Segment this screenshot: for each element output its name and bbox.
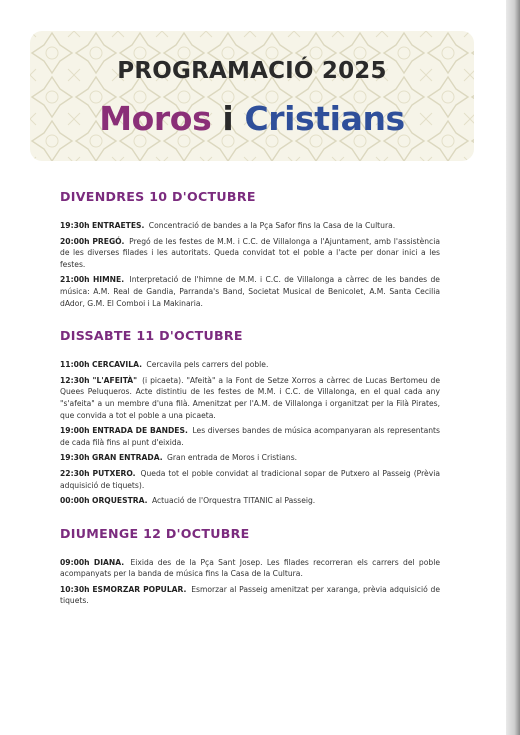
day-heading: DIUMENGE 12 D'OCTUBRE (60, 525, 250, 541)
entry-description: Queda tot el poble convidat al tradicional sopar de Putxero al Passeig (Prèvia adquisició de tiquets). (60, 468, 440, 490)
entry-name: DIANA. (93, 557, 125, 567)
entry-time: 10:30h (60, 584, 90, 594)
title-word-cristians: Cristians (244, 99, 405, 138)
entry-name: CERCAVILA. (92, 360, 142, 370)
header-banner (30, 31, 474, 161)
entry-name: PREGÓ. (92, 236, 125, 246)
entry-description: Actuació de l'Orquestra TITANIC al Passeig. (151, 496, 316, 506)
section-spacer (60, 511, 440, 525)
entry-name: ENTRADA DE BANDES. (92, 426, 188, 436)
entry-time: 12:30h (60, 375, 90, 385)
entry-description: Esmorzar al Passeig amenitzat per xaranga, prèvia adquisició de tiquets. (60, 584, 440, 606)
entry-name: ENTRAETES. (92, 221, 145, 230)
schedule-entry (60, 495, 440, 507)
schedule-entry (60, 425, 440, 448)
entry-time: 20:00h (60, 236, 90, 246)
schedule-entry (60, 584, 440, 607)
schedule-entry (60, 359, 440, 371)
entry-description: Concentració de bandes a la Pça Safor fins la Casa de la Cultura. (148, 221, 396, 230)
entry-name: HIMNE. (92, 275, 125, 285)
entry-description: Pregó de les festes de M.M. i C.C. de Villalonga a l'Ajuntament, amb l'assistència de les diverses filades i les autoritats. Queda convidat tot el poble a l'acte per donar inici a les festes. (60, 236, 440, 269)
schedule-entry (60, 236, 440, 271)
schedule-entry (60, 274, 440, 309)
section-spacer (60, 611, 440, 625)
page-binding-edge (506, 0, 520, 735)
schedule-entry (60, 375, 440, 421)
schedule-content (60, 188, 440, 625)
festival-title (0, 99, 504, 139)
section-spacer (60, 313, 440, 327)
entry-name: ESMORZAR POPULAR. (92, 584, 187, 594)
title-word-moros: Moros (99, 99, 212, 138)
entry-name: GRAN ENTRADA. (92, 453, 163, 463)
entry-name: "L'AFEITÀ" (92, 375, 138, 385)
entry-name: PUTXERO. (92, 468, 136, 478)
entry-description: Cercavila pels carrers del poble. (146, 360, 269, 370)
entry-description: Les diverses bandes de música acompanyaran als representants de cada filà fins al punt d'eixida. (60, 426, 440, 447)
entry-time: 21:00h (60, 275, 90, 285)
day-heading: DIVENDRES 10 D'OCTUBRE (60, 189, 256, 204)
arabesque-pattern-icon (30, 31, 474, 161)
title-word-i: i (222, 99, 234, 138)
entry-time: 00:00h (60, 496, 90, 506)
entry-time: 19:30h (60, 453, 90, 463)
entry-description: Eixida des de la Pça Sant Josep. Les filades recorreran els carrers del poble acompanyats per la banda de música fins la Casa de la Cultura. (60, 557, 441, 579)
schedule-entry (60, 452, 440, 464)
schedule-entry (60, 468, 440, 491)
entry-description: (i picaeta). "Afeità" a la Font de Setze Xorros a càrrec de Lucas Bertomeu de Quees Peluqueros. Acte distintiu de les festes de M.M. i C.C. de Villalonga, en el qual cada any "s'afeita" a un membre d'una filà. Amenitzat per l'A.M. de Villalonga i organitzat per la Filà Pirates, que convida a tot el poble a una picaeta. (60, 375, 440, 420)
day-heading: DISSABTE 11 D'OCTUBRE (60, 328, 243, 344)
program-title: PROGRAMACIÓ 2025 (117, 58, 387, 84)
entry-time: 11:00h (60, 360, 90, 370)
entry-description: Interpretació de l'himne de M.M. i C.C. de Villalonga a càrrec de les bandes de música: A.M. Real de Gandia, Parranda's Band, Societat Musical de Benicolet, A.M. Santa Cecilia dAdor, G.M. El Comboi i La Makinaria. (60, 275, 440, 308)
entry-time: 19:00h (60, 426, 90, 436)
entry-description: Gran entrada de Moros i Cristians. (167, 453, 298, 463)
entry-name: ORQUESTRA. (92, 496, 148, 506)
schedule-entry (60, 557, 440, 580)
entry-time: 19:30h (60, 221, 90, 230)
entry-time: 09:00h (60, 557, 90, 567)
entry-time: 22:30h (60, 468, 90, 478)
schedule-entry (60, 220, 440, 232)
